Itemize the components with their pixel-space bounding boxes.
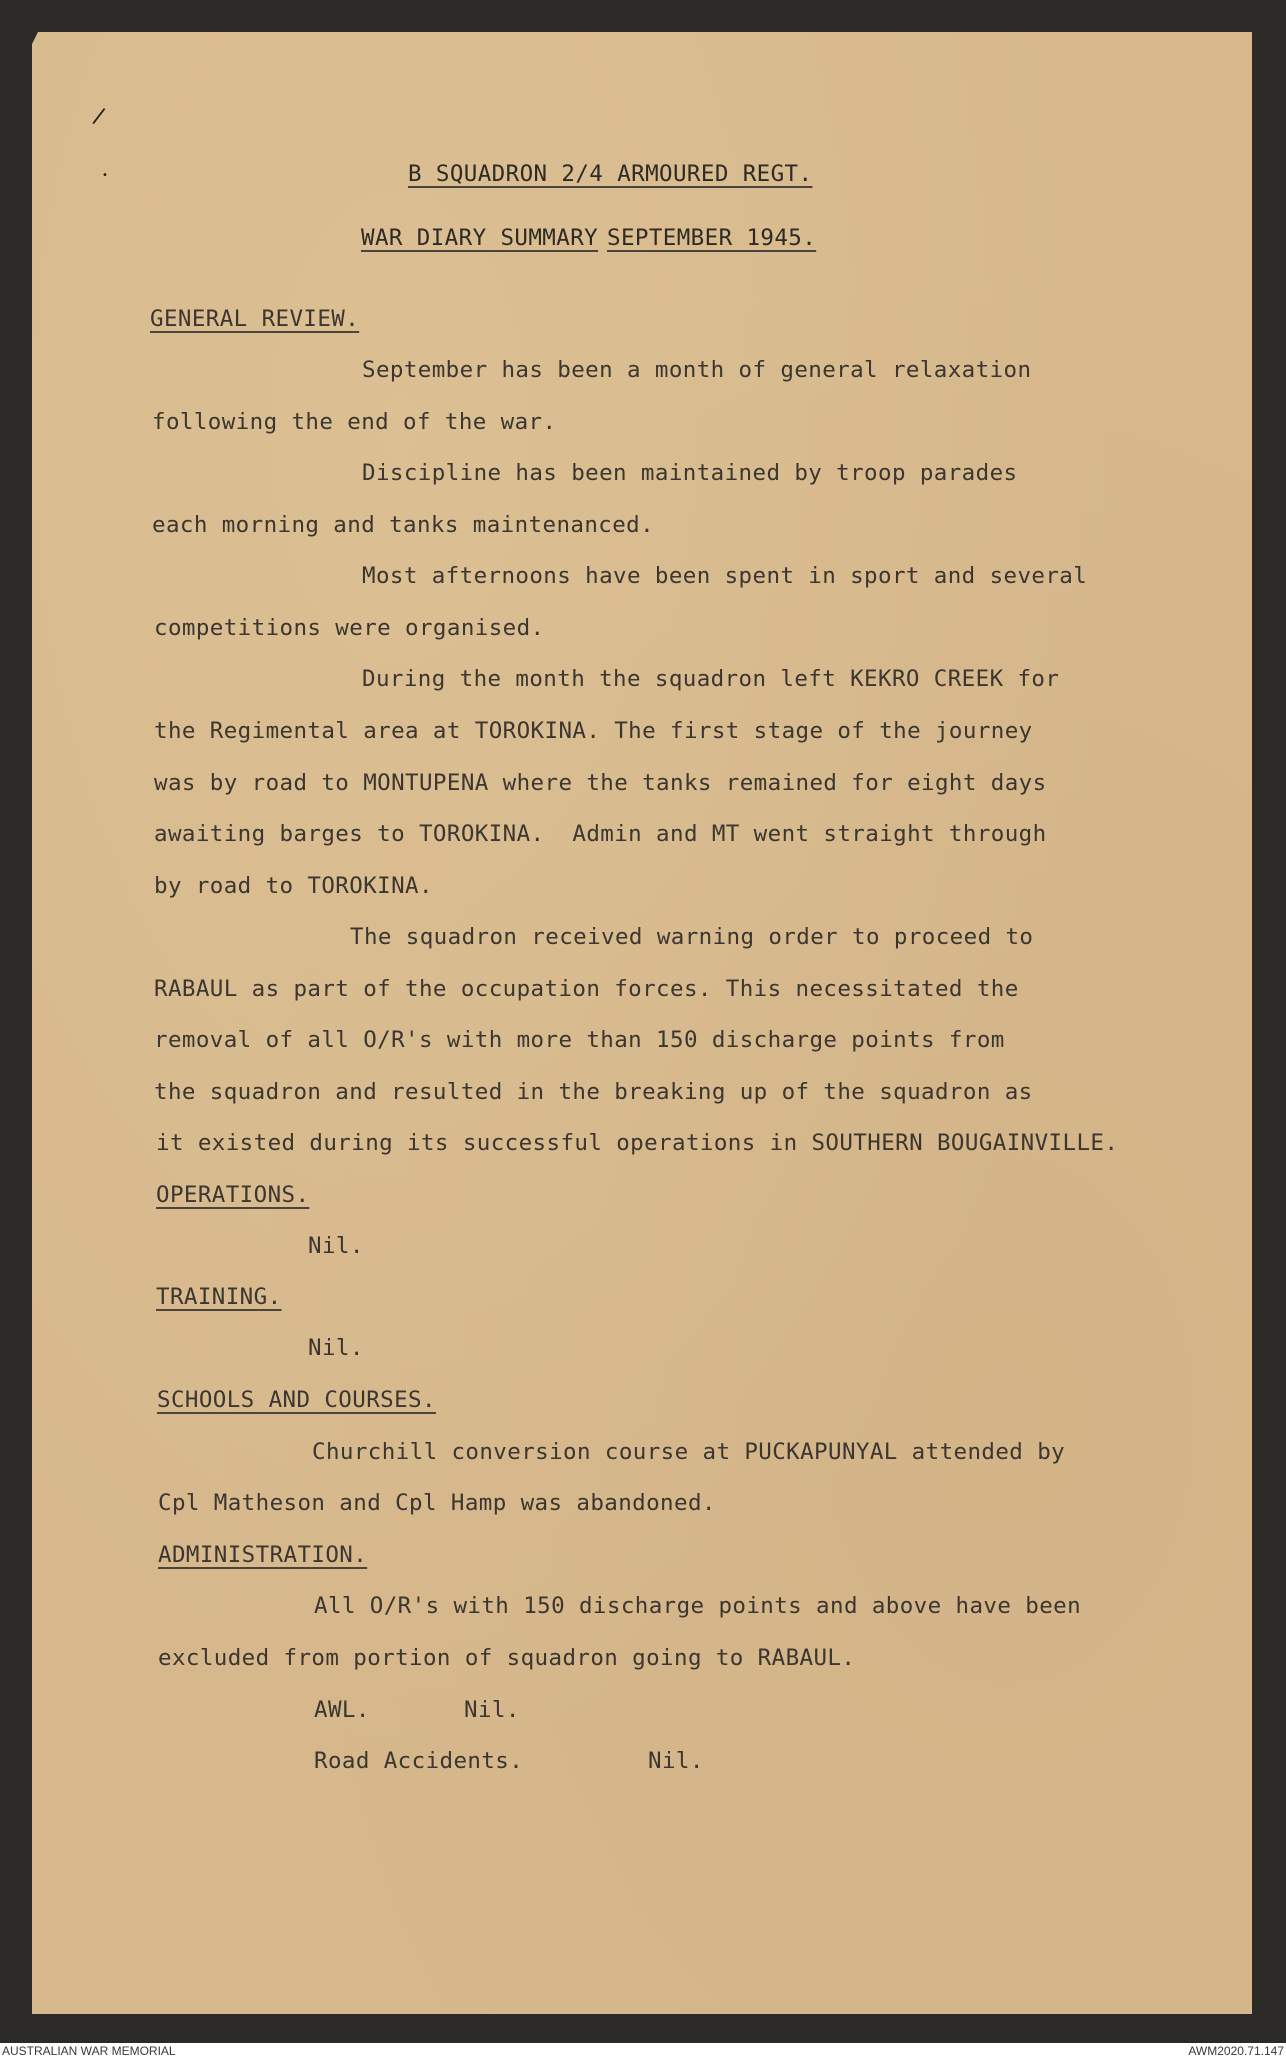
awl-label: AWL. [314, 1697, 370, 1723]
body-line: excluded from portion of squadron going to RABAUL. [158, 1645, 856, 1671]
body-line: During the month the squadron left KEKRO CREEK for [362, 666, 1060, 692]
body-line: Cpl Matheson and Cpl Hamp was abandoned. [158, 1490, 716, 1516]
road-accidents-label: Road Accidents. [314, 1748, 524, 1774]
body-line: was by road to MONTUPENA where the tanks remained for eight days [154, 770, 1047, 796]
section-heading-general-review: GENERAL REVIEW. [150, 306, 360, 332]
section-heading-schools-and-courses: SCHOOLS AND COURSES. [157, 1387, 436, 1413]
awl-value: Nil. [464, 1697, 520, 1723]
training-body: Nil. [308, 1335, 364, 1361]
body-line: competitions were organised. [154, 615, 545, 641]
section-heading-operations: OPERATIONS. [156, 1182, 310, 1208]
body-line: The squadron received warning order to proceed to [350, 924, 1034, 950]
body-line: by road to TOROKINA. [154, 873, 433, 899]
ink-mark-icon: / [90, 103, 107, 130]
body-line: RABAUL as part of the occupation forces. This necessitated the [154, 976, 1019, 1002]
road-accidents-value: Nil. [648, 1748, 704, 1774]
operations-body: Nil. [308, 1233, 364, 1259]
body-line: Most afternoons have been spent in sport and several [362, 563, 1088, 589]
body-line: removal of all O/R's with more than 150 discharge points from [154, 1027, 1005, 1053]
page-corner [32, 32, 38, 44]
document-subtitle-left: WAR DIARY SUMMARY [361, 225, 599, 251]
body-line: September has been a month of general relaxation [362, 357, 1032, 383]
body-line: the squadron and resulted in the breaking up of the squadron as [154, 1079, 1033, 1105]
body-line: each morning and tanks maintenanced. [152, 512, 655, 538]
body-line: Discipline has been maintained by troop parades [362, 460, 1018, 486]
body-line: the Regimental area at TOROKINA. The first stage of the journey [154, 718, 1033, 744]
footer-institution: AUSTRALIAN WAR MEMORIAL [2, 2044, 176, 2058]
punch-mark-icon: • [102, 170, 108, 181]
body-line: All O/R's with 150 discharge points and above have been [314, 1593, 1082, 1619]
section-heading-training: TRAINING. [156, 1284, 282, 1310]
section-heading-administration: ADMINISTRATION. [158, 1542, 368, 1568]
footer-accession-number: AWM2020.71.147 [1188, 2044, 1284, 2058]
body-line: Churchill conversion course at PUCKAPUNYAL attended by [312, 1439, 1066, 1465]
body-line: following the end of the war. [152, 409, 557, 435]
body-line: awaiting barges to TOROKINA. Admin and MT went straight through [154, 821, 1047, 847]
document-subtitle-right: SEPTEMBER 1945. [607, 225, 817, 251]
document-title: B SQUADRON 2/4 ARMOURED REGT. [408, 161, 813, 187]
body-line: it existed during its successful operations in SOUTHERN BOUGAINVILLE. [156, 1130, 1119, 1156]
